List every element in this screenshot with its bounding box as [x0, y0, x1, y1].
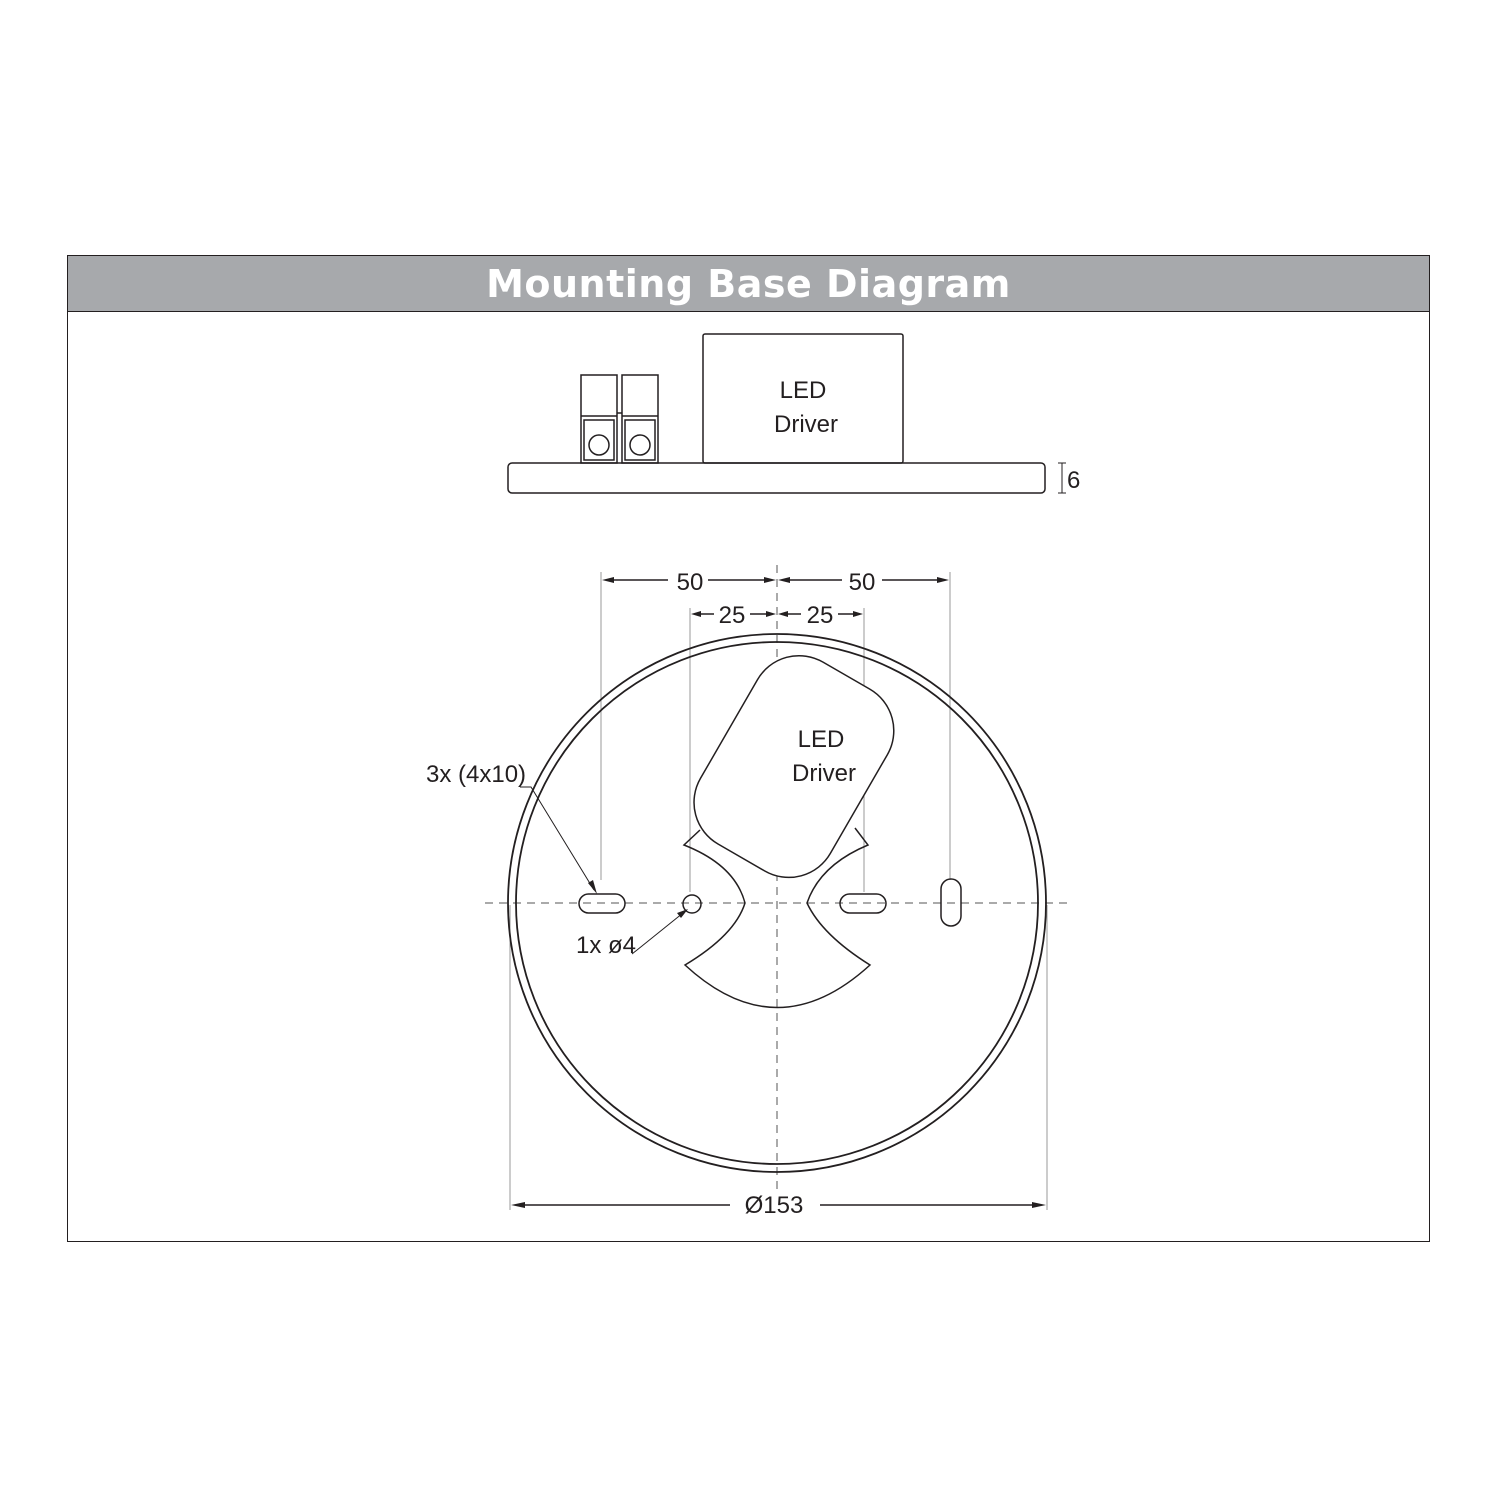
thickness-dimension: [1058, 463, 1066, 493]
center-lines: [485, 565, 1068, 1190]
dim-right-25: 25: [806, 602, 834, 629]
thickness-label: 6: [1067, 467, 1081, 494]
dim-left-50: 50: [676, 569, 704, 596]
side-driver-label-line2: Driver: [774, 411, 838, 438]
top-driver-label-line2: Driver: [792, 760, 856, 787]
side-driver-label-line1: LED: [779, 377, 827, 404]
diameter-label: Ø153: [744, 1192, 804, 1219]
top-view: [485, 565, 1068, 1210]
hole-callout: 1x ø4: [576, 932, 637, 959]
terminal-block-left: [581, 375, 617, 463]
terminal-block-right: [617, 375, 658, 463]
dim-right-50: 50: [848, 569, 876, 596]
dim-left-25: 25: [718, 602, 746, 629]
base-plate-side: [508, 463, 1045, 493]
top-driver-label-line1: LED: [797, 726, 845, 753]
diagram-title: Mounting Base Diagram: [486, 261, 1011, 306]
slots-callout: 3x (4x10): [426, 761, 527, 788]
